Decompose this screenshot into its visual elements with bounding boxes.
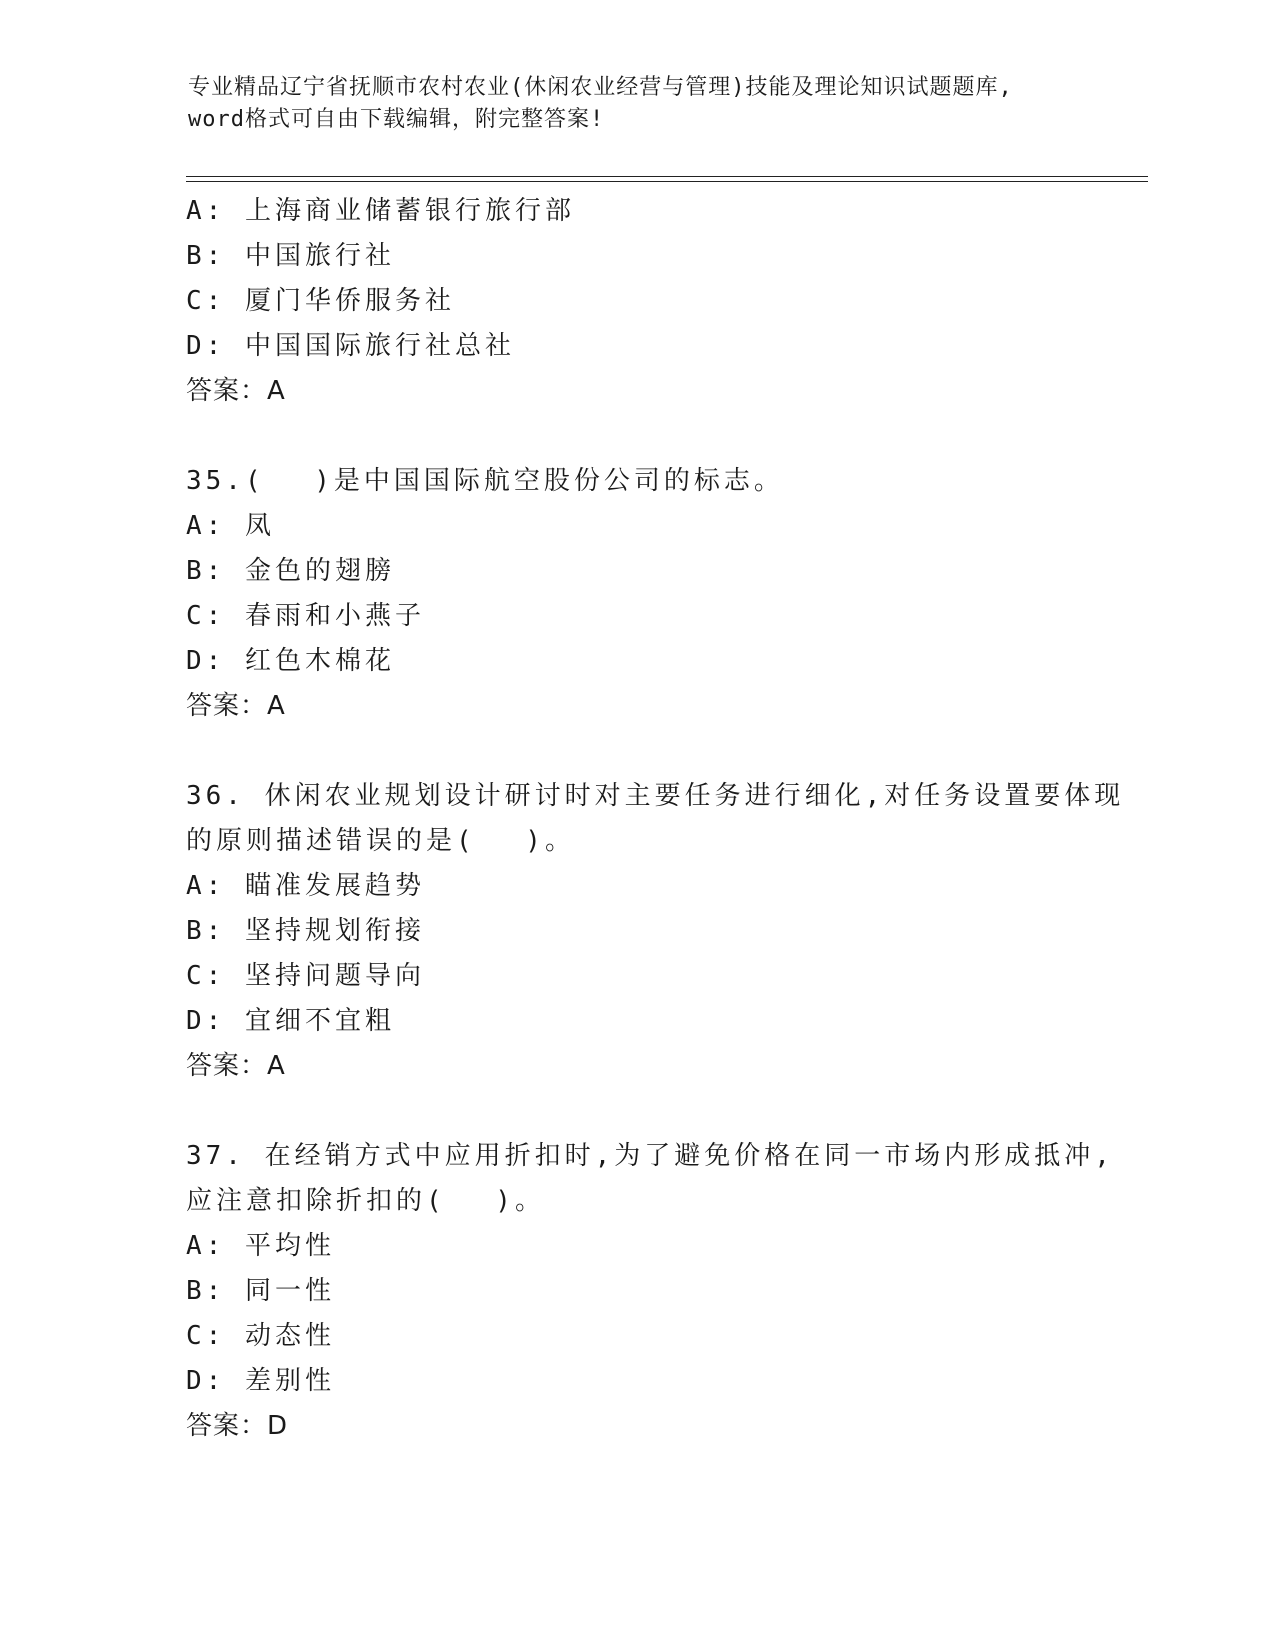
option-a: A: 凤 [186, 511, 275, 541]
spacer [186, 1089, 1066, 1134]
spacer [186, 414, 1066, 459]
answer: 答案：A [186, 376, 286, 406]
option-b: B: 坚持规划衔接 [186, 916, 425, 946]
option-c: C: 厦门华侨服务社 [186, 286, 455, 316]
question-stem: 35.( )是中国国际航空股份公司的标志。 [186, 466, 784, 496]
option-a: A: 上海商业储蓄银行旅行部 [186, 196, 575, 226]
answer: 答案：A [186, 1051, 286, 1081]
header-divider-top [186, 176, 1148, 177]
option-c: C: 坚持问题导向 [186, 961, 425, 991]
option-d: D: 中国国际旅行社总社 [186, 331, 515, 361]
question-stem-line-1: 36. 休闲农业规划设计研讨时对主要任务进行细化,对任务设置要体现 [186, 781, 1125, 811]
option-d: D: 红色木棉花 [186, 646, 395, 676]
option-b: B: 中国旅行社 [186, 241, 395, 271]
question-stem-line-1: 37. 在经销方式中应用折扣时,为了避免价格在同一市场内形成抵冲, [186, 1141, 1114, 1171]
option-d: D: 宜细不宜粗 [186, 1006, 395, 1036]
option-b: B: 同一性 [186, 1276, 335, 1306]
answer: 答案：D [186, 1411, 289, 1441]
question-36 [186, 774, 1125, 1089]
question-stem-line-2: 应注意扣除折扣的( )。 [186, 1186, 545, 1216]
spacer [186, 729, 1066, 774]
option-b: B: 金色的翅膀 [186, 556, 395, 586]
header-divider-bottom [186, 181, 1148, 182]
option-c: C: 动态性 [186, 1321, 335, 1351]
option-a: A: 瞄准发展趋势 [186, 871, 425, 901]
document-header [188, 72, 1088, 136]
question-37 [186, 1134, 1114, 1449]
answer: 答案：A [186, 691, 286, 721]
question-list [186, 189, 1125, 1449]
option-c: C: 春雨和小燕子 [186, 601, 425, 631]
header-line-2: word格式可自由下载编辑，附完整答案! [188, 107, 605, 132]
question-stem-line-2: 的原则描述错误的是( )。 [186, 826, 575, 856]
question-34 [186, 189, 1066, 414]
question-35 [186, 459, 1066, 729]
header-line-1: 专业精品辽宁省抚顺市农村农业(休闲农业经营与管理)技能及理论知识试题题库, [188, 75, 1013, 100]
option-d: D: 差别性 [186, 1366, 335, 1396]
option-a: A: 平均性 [186, 1231, 335, 1261]
